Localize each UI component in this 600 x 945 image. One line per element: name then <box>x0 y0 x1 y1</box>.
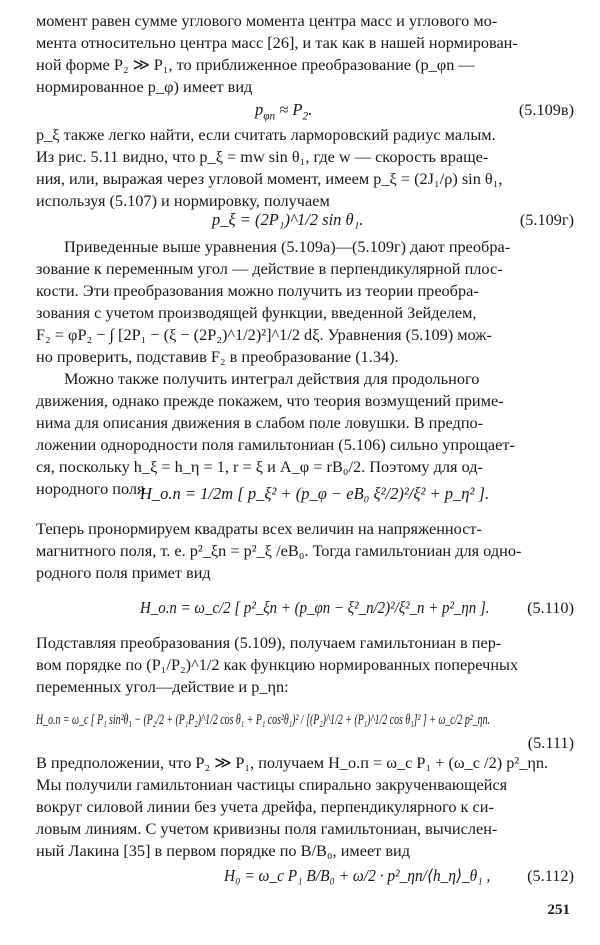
text-line: p_ξ также легко найти, если считать ларморовский радиус малым. <box>36 125 496 144</box>
text-line: момент равен сумме углового момента центра масс и углового мо- <box>36 11 498 30</box>
paragraph-5 <box>36 518 576 584</box>
paragraph-4 <box>36 368 576 500</box>
text-line: переменных угол—действие и p_ηn: <box>36 677 289 696</box>
text-line: используя (5.107) и нормировку, получаем <box>36 191 330 210</box>
paragraph-2 <box>36 124 576 212</box>
text-line: вокруг силовой линии без учета дрейфа, перпендикулярного к си- <box>36 797 494 816</box>
equation-number: (5.109г) <box>519 210 574 229</box>
text-line: Из рис. 5.11 видно, что p_ξ = mw sin θ₁, где w — скорость враще- <box>36 147 489 166</box>
paragraph-7 <box>36 752 576 862</box>
text-line: вом порядке по (P₁/P₂)^1/2 как функцию нормированных поперечных <box>36 655 519 674</box>
equation-5-109g: p_ξ = (2P₁)^1/2 sin θ₁. <box>212 210 364 229</box>
text-line: Теперь пронормируем квадраты всех величин на напряженност- <box>36 519 482 538</box>
text-line: зования с учетом производящей функции, введенной Зейделем, <box>36 303 477 322</box>
text-line: мента относительно центра масс [26], и так как в нашей нормирован- <box>36 33 518 52</box>
text-line: ния, или, выражая через угловой момент, имеем p_ξ = (2J₁/ρ) sin θ₁, <box>36 169 503 188</box>
text-line: магнитного поля, т. е. p²_ξn = p²_ξ /eB₀. Тогда гамильтониан для одно- <box>36 541 522 560</box>
equation-5-112: H₀ = ω_c P₁ B/B₀ + ω/2 · p²_ηn/⟨h_η⟩_θ₁ , <box>224 866 491 885</box>
equation-number: (5.109в) <box>518 100 574 119</box>
text-line: нима для описания движения в слабом поле ловушки. В предпо- <box>36 413 484 432</box>
equation-5-111: H_o.п = ω_c [ P₁ sin²θ₁ − (P₂/2 + (P₁P₂)^1/2 cos θ₁ + P₁ cos²θ₁)² / [(P₂)^1/2 + (P₁)^1/2 cos θ₁]² ] + ω_c/2 p²_ηn. <box>36 712 490 728</box>
text-line: В предположении, что P₂ ≫ P₁, получаем H_o.п = ω_c P₁ + (ω_c /2) p²_ηn. <box>36 753 549 772</box>
eq-rel: ≈ <box>275 100 293 119</box>
equation-number: (5.110) <box>527 598 574 617</box>
text-line: движения, однако прежде покажем, что теория возмущений приме- <box>36 391 504 410</box>
eq-lhs: p <box>255 100 264 119</box>
text-line: кости. Эти преобразования можно получить из теории преобра- <box>36 281 479 300</box>
equation-5-109v <box>255 100 313 123</box>
text-line: но проверить, подставив F₂ в преобразование (1.34). <box>36 347 399 366</box>
eq-lhs-sub: φn <box>263 110 276 123</box>
text-line: ся, поскольку h_ξ = h_η = 1, r = ξ и A_φ = rB₀/2. Поэтому для од- <box>36 457 483 476</box>
text-line: ный Лакина [35] в первом порядке по B/B₀, имеет вид <box>36 841 411 860</box>
text-line: F₂ = φP₂ − ∫ [2P₁ − (ξ − (2P₂)^1/2)²]^1/2 dξ. Уравнения (5.109) мож- <box>36 325 492 344</box>
equation-number: (5.111) <box>527 733 574 752</box>
eq-tail: . <box>308 100 313 119</box>
equation-hamiltonian-uniform: H_o.п = 1/2m [ p_ξ² + (p_φ − eB₀ ξ²/2)²/ξ² + p_η² ]. <box>140 484 490 503</box>
equation-number: (5.112) <box>527 866 574 885</box>
eq-rhs-sub: 2 <box>302 110 309 123</box>
text-line: Можно также получить интеграл действия для продольного <box>64 369 480 388</box>
text-line: ложении однородности поля гамильтониан (5.106) сильно упрощает- <box>36 435 515 454</box>
text-line: Мы получили гамильтониан частицы спирально закрученвающейся <box>36 775 508 794</box>
text-line: нородного поля <box>36 479 145 498</box>
text-line: ловым линиям. С учетом кривизны поля гамильтониан, вычислен- <box>36 819 498 838</box>
equation-5-110: H_o.п = ω_c/2 [ p²_ξn + (p_φn − ξ²_n/2)²/ξ²_n + p²_ηn ]. <box>140 598 490 617</box>
eq-rhs: P <box>292 100 303 119</box>
text-line: родного поля примет вид <box>36 563 211 582</box>
paragraph-3 <box>36 236 576 368</box>
paragraph-6 <box>36 632 576 698</box>
paragraph-1 <box>36 10 576 98</box>
page-number: 251 <box>547 902 570 918</box>
text-line: Приведенные выше уравнения (5.109а)—(5.109г) дают преобра- <box>64 237 511 256</box>
text-line: нормированное p_φ) имеет вид <box>36 77 253 96</box>
text-line: Подставляя преобразования (5.109), получаем гамильтониан в пер- <box>36 633 502 652</box>
text-line: ной форме P₂ ≫ P₁, то приближенное преобразование (p_φn — <box>36 55 475 74</box>
text-line: зование к переменным угол — действие в перпендикулярной плос- <box>36 259 503 278</box>
